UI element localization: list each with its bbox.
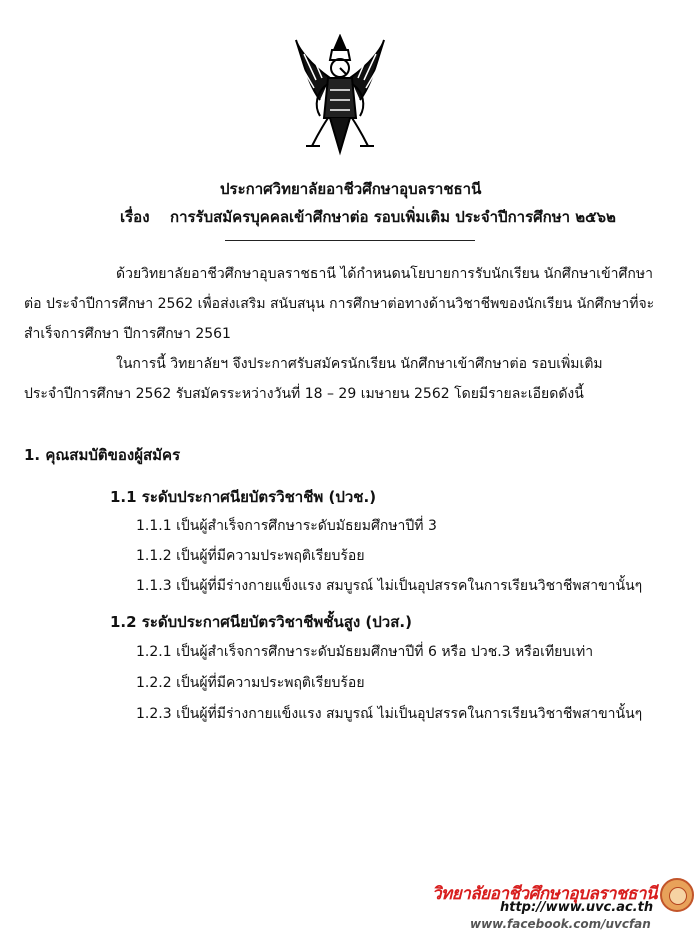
subject-label: เรื่อง — [120, 208, 150, 226]
sub1-heading: 1.1 ระดับประกาศนียบัตรวิชาชีพ (ปวช.) — [110, 488, 377, 506]
college-seal-icon — [660, 878, 694, 912]
para1-line2: ต่อ ประจำปีการศึกษา 2562 เพื่อส่งเสริม สนับสนุน การศึกษาต่อทางด้านวิชาชีพของนักเรียน นักศึกษาที่จะ — [24, 296, 655, 312]
footer-website: http://www.uvc.ac.th — [500, 900, 654, 915]
list-item: 1.1.3 เป็นผู้ที่มีร่างกายแข็งแรง สมบูรณ์ ไม่เป็นอุปสรรคในการเรียนวิชาชีพสาขานั้นๆ — [136, 578, 643, 594]
list-item: 1.1.2 เป็นผู้ที่มีความประพฤติเรียบร้อย — [136, 548, 365, 564]
title-divider — [225, 240, 475, 241]
para1-line3: สำเร็จการศึกษา ปีการศึกษา 2561 — [24, 326, 231, 342]
list-item: 1.1.1 เป็นผู้สำเร็จการศึกษาระดับมัธยมศึกษาปีที่ 3 — [136, 518, 437, 534]
sub2-heading: 1.2 ระดับประกาศนียบัตรวิชาชีพชั้นสูง (ปวส.) — [110, 613, 412, 631]
list-item: 1.2.3 เป็นผู้ที่มีร่างกายแข็งแรง สมบูรณ์ ไม่เป็นอุปสรรคในการเรียนวิชาชีพสาขานั้นๆ — [136, 706, 643, 722]
garuda-emblem-icon — [290, 34, 390, 156]
subject-text: การรับสมัครบุคคลเข้าศึกษาต่อ รอบเพิ่มเติม ประจำปีการศึกษา ๒๕๖๒ — [170, 208, 616, 226]
para2-line2: ประจำปีการศึกษา 2562 รับสมัครระหว่างวันที่ 18 – 29 เมษายน 2562 โดยมีรายละเอียดดังนี้ — [24, 386, 584, 402]
section1-heading: 1. คุณสมบัติของผู้สมัคร — [24, 446, 181, 464]
para2-line1: ในการนี้ วิทยาลัยฯ จึงประกาศรับสมัครนักเรียน นักศึกษาเข้าศึกษาต่อ รอบเพิ่มเติม — [116, 356, 603, 372]
list-item: 1.2.2 เป็นผู้ที่มีความประพฤติเรียบร้อย — [136, 675, 365, 691]
announcement-title: ประกาศวิทยาลัยอาชีวศึกษาอุบลราชธานี — [220, 180, 482, 198]
para1-line1: ด้วยวิทยาลัยอาชีวศึกษาอุบลราชธานี ได้กำหนดนโยบายการรับนักเรียน นักศึกษาเข้าศึกษา — [116, 266, 653, 282]
list-item: 1.2.1 เป็นผู้สำเร็จการศึกษาระดับมัธยมศึกษาปีที่ 6 หรือ ปวช.3 หรือเทียบเท่า — [136, 644, 594, 660]
footer-college-name: วิทยาลัยอาชีวศึกษาอุบลราชธานี — [432, 884, 657, 904]
footer-facebook: www.facebook.com/uvcfan — [470, 917, 651, 931]
subject-line — [120, 205, 700, 229]
